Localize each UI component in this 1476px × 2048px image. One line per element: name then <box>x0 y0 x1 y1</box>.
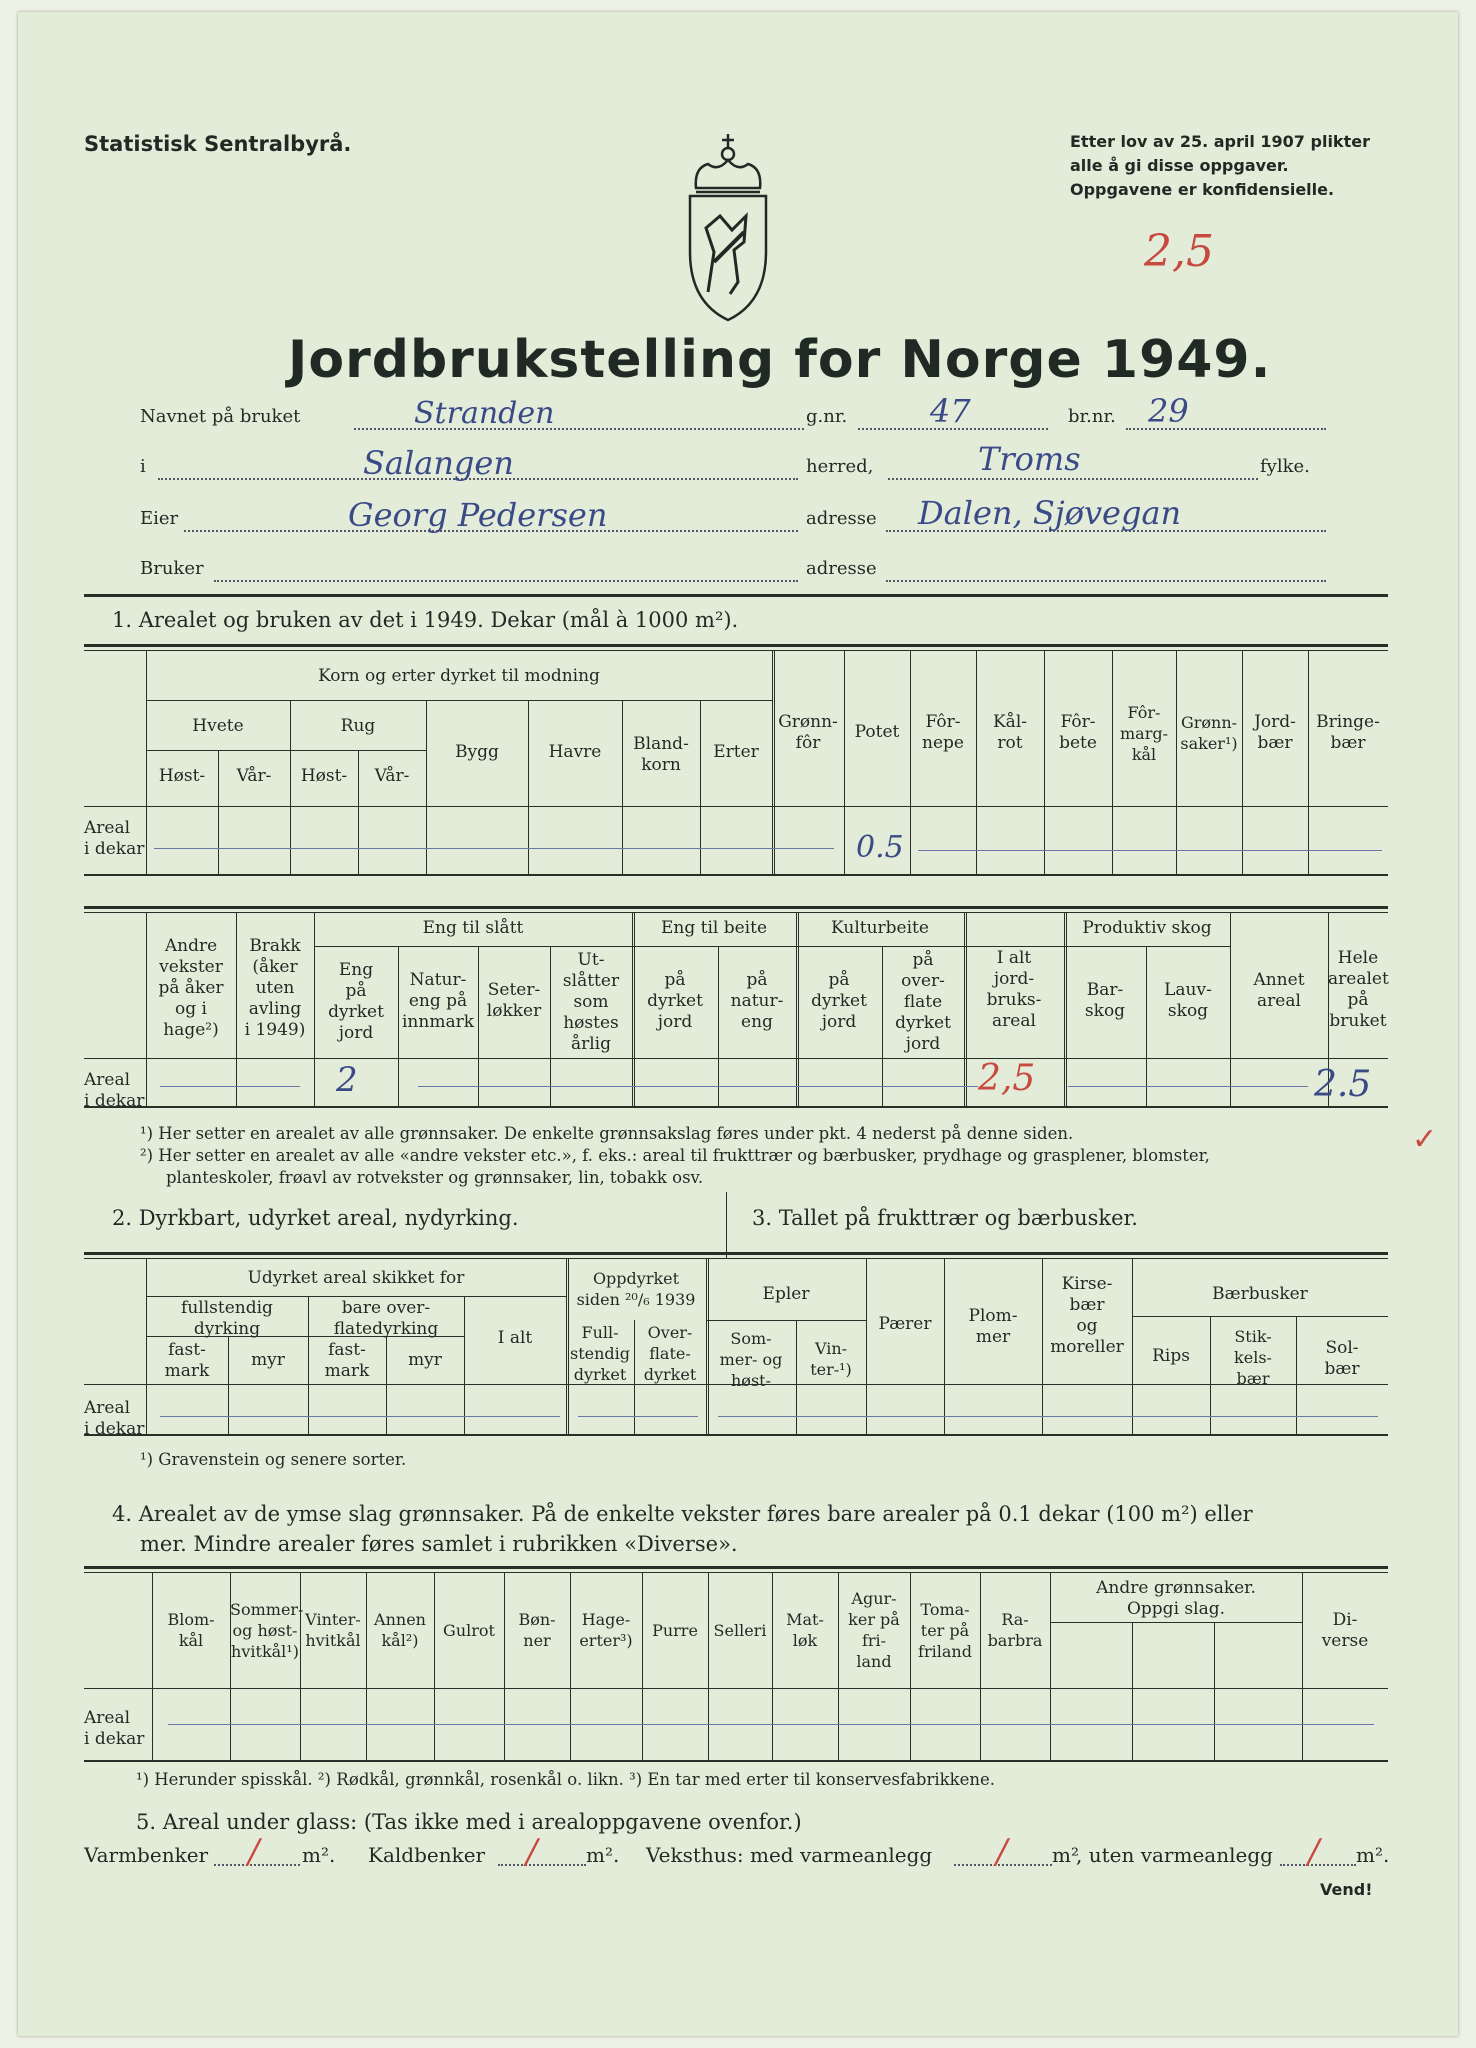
kaldbenker-value: / <box>526 1832 538 1872</box>
in-label: i <box>140 456 146 477</box>
hvete-host: Høst- <box>158 766 206 786</box>
row-label-d: Areal i dekar <box>84 1708 145 1749</box>
full-header: Full- stendig dyrket <box>569 1323 630 1384</box>
eng-dyrket-value: 2 <box>336 1060 358 1100</box>
blandkorn-header: Bland- korn <box>633 734 689 775</box>
vegetable-col-header: Bøn- ner <box>518 1610 556 1650</box>
fastmark-2-header: fast- mark <box>324 1340 370 1381</box>
eng-slatt-header: Eng til slått <box>422 918 524 938</box>
andre-vekster-header: Andre vekster på åker og i hage²) <box>158 936 224 1040</box>
bygg-header: Bygg <box>455 742 499 762</box>
hele-arealet-header: Hele arealet på bruket <box>1328 948 1389 1031</box>
utslatter-header: Ut- slåtter som høstes årlig <box>562 950 620 1054</box>
andre-gronnsaker-header: Andre grønnsaker. Oppgi slag. <box>1096 1578 1256 1619</box>
korn-header: Korn og erter dyrket til modning <box>318 666 600 686</box>
vegetable-col-header: Blom- kål <box>167 1610 215 1650</box>
plommer-header: Plom- mer <box>968 1306 1018 1347</box>
formargkal-header: Fôr- marg- kål <box>1119 703 1168 764</box>
vegetable-col-header: Toma- ter på friland <box>918 1599 972 1661</box>
vegetable-col-header: Hage- erter³) <box>579 1610 633 1650</box>
udyrket-header: Udyrket areal skikket for <box>247 1268 465 1288</box>
kb-overflate-header: på over- flate dyrket jord <box>895 950 951 1054</box>
fylke-label: fylke. <box>1260 456 1310 477</box>
vend-label: Vend! <box>1320 1880 1373 1899</box>
baerbusker-header: Bærbusker <box>1212 1284 1308 1304</box>
veksthus-label: Veksthus: med varmeanlegg <box>646 1843 933 1867</box>
kb-dyrket-header: på dyrket jord <box>811 970 867 1032</box>
erter-header: Erter <box>713 742 759 762</box>
havre-header: Havre <box>548 742 602 762</box>
rips-header: Rips <box>1152 1346 1190 1366</box>
hvete-header: Hvete <box>192 716 244 736</box>
section4-heading-1: 4. Arealet av de ymse slag grønnsaker. På de enkelte vekster føres bare arealer på 0.1 dekar (100 m²) eller <box>112 1502 1253 1526</box>
gnr-value: 47 <box>930 392 971 430</box>
vegetable-col-header: Agur- ker på fri- land <box>848 1589 900 1671</box>
user-address-label: adresse <box>806 558 877 579</box>
i-alt-value: 2,5 <box>978 1058 1036 1099</box>
check-mark-icon: ✓ <box>1412 1122 1438 1157</box>
legal-notice: Etter lov av 25. april 1907 plikter alle å gi disse oppgaver. Oppgavene er konfidensielle. <box>1070 132 1370 199</box>
row-label-a: Areal i dekar <box>84 818 145 859</box>
kirsebaer-header: Kirse- bær og moreller <box>1050 1274 1124 1357</box>
municipality: Salangen <box>363 444 514 482</box>
kaldbenker-label: Kaldbenker <box>368 1843 486 1867</box>
section2-heading: 2. Dyrkbart, udyrket areal, nydyrking. <box>112 1206 519 1230</box>
varmbenker-unit: m². <box>302 1843 336 1867</box>
fastmark-1-header: fast- mark <box>164 1340 210 1381</box>
barskog-header: Bar- skog <box>1084 980 1126 1021</box>
brakk-header: Brakk (åker uten avling i 1949) <box>244 936 306 1040</box>
uten-label: , uten varmeanlegg <box>1076 1843 1273 1867</box>
jordbaer-header: Jord- bær <box>1254 712 1296 753</box>
varmbenker-label: Varmbenker <box>84 1843 209 1867</box>
stikkelsbaer-header: Stik- kels- bær <box>1234 1327 1272 1388</box>
uten-unit: m². <box>1356 1843 1390 1867</box>
owner-address: Dalen, Sjøvegan <box>918 494 1182 532</box>
natureng-header: Natur- eng på innmark <box>401 970 475 1032</box>
vegetable-col-header: Sommer- og høst- hvitkål¹) <box>230 1599 304 1661</box>
potet-header: Potet <box>854 722 900 742</box>
vinter-header: Vin- ter-¹) <box>810 1339 852 1379</box>
veksthus-unit: m² <box>1052 1843 1079 1867</box>
section4-footnote: ¹) Herunder spisskål. ²) Rødkål, grønnkål, rosenkål o. likn. ³) En tar med erter til konservesfabrikkene. <box>136 1770 996 1789</box>
diverse-header: Di- verse <box>1321 1610 1369 1651</box>
form-title: Jordbrukstelling for Norge 1949. <box>288 330 1272 390</box>
county: Troms <box>978 440 1081 478</box>
myr-2-header: myr <box>408 1350 442 1370</box>
annet-areal-header: Annet areal <box>1253 970 1305 1011</box>
vegetable-col-header: Selleri <box>713 1620 767 1640</box>
gnr-label: g.nr. <box>806 406 848 427</box>
census-form <box>18 12 1458 2036</box>
sommer-header: Som- mer- og høst- <box>719 1329 783 1390</box>
section4-heading-2: mer. Mindre arealer føres samlet i rubrikken «Diverse». <box>140 1532 738 1556</box>
vegetable-col-header: Mat- løk <box>786 1610 824 1650</box>
row-label-b: Areal i dekar <box>84 1070 145 1111</box>
brnr-value: 29 <box>1148 392 1189 430</box>
seterlokker-header: Seter- løkker <box>486 980 542 1021</box>
user-label: Bruker <box>140 558 204 579</box>
lauvskog-header: Lauv- skog <box>1164 980 1212 1021</box>
beite-natur-header: på natur- eng <box>730 970 784 1032</box>
kalrot-header: Kål- rot <box>992 712 1028 753</box>
i-alt-header: I alt jord- bruks- areal <box>986 948 1042 1031</box>
vegetable-col-header: Gulrot <box>443 1620 495 1640</box>
fornepe-header: Fôr- nepe <box>922 712 964 753</box>
veksthus-value: / <box>996 1832 1008 1872</box>
section5-heading: 5. Areal under glass: (Tas ikke med i arealoppgavene ovenfor.) <box>136 1810 802 1834</box>
owner-address-label: adresse <box>806 508 877 529</box>
bare-over-header: bare over- flatedyrking <box>333 1298 439 1339</box>
herred-label: herred, <box>806 456 874 477</box>
rug-var: Vår- <box>374 766 410 786</box>
agency-name: Statistisk Sentralbyrå. <box>84 132 352 156</box>
udyrket-i-alt-header: I alt <box>497 1328 533 1348</box>
vegetable-col-header: Annen kål²) <box>374 1610 426 1650</box>
vegetable-col-header: Vinter- hvitkål <box>305 1610 361 1650</box>
farm-name: Stranden <box>414 396 555 431</box>
total-mark: 2,5 <box>1144 226 1214 277</box>
over-header: Over- flate- dyrket <box>643 1323 697 1384</box>
brnr-label: br.nr. <box>1068 406 1116 427</box>
eng-beite-header: Eng til beite <box>660 918 768 938</box>
vegetable-col-header: Purre <box>652 1620 698 1640</box>
hvete-var: Vår- <box>236 766 272 786</box>
kaldbenker-unit: m². <box>586 1843 620 1867</box>
footnote-1: ¹) Her setter en arealet av alle grønnsaker. De enkelte grønnsakslag føres under pkt. 4 nederst på denne siden. <box>140 1124 1074 1143</box>
gronnsaker-header: Grønn- saker¹) <box>1180 713 1238 753</box>
eng-dyrket-header: Eng på dyrket jord <box>328 960 384 1043</box>
section3-heading: 3. Tallet på frukttrær og bærbusker. <box>752 1206 1138 1230</box>
kulturbeite-header: Kulturbeite <box>831 918 929 938</box>
vegetable-col-header: Ra- barbra <box>987 1610 1043 1650</box>
section3-footnote: ¹) Gravenstein og senere sorter. <box>140 1450 407 1469</box>
oppdyrket-header: Oppdyrket siden ²⁰/₆ 1939 <box>576 1269 696 1309</box>
footnote-2: ²) Her setter en arealet av alle «andre vekster etc.», f. eks.: areal til frukttrær og bærbusker, prydhage og grasplener, blomster, <box>140 1146 1210 1165</box>
potet-value: 0.5 <box>856 830 904 865</box>
footnote-2-cont: planteskoler, frøavl av rotvekster og grønnsaker, lin, tobakk osv. <box>166 1168 704 1187</box>
farm-name-label: Navnet på bruket <box>140 406 301 427</box>
coat-of-arms-icon <box>674 132 782 332</box>
row-label-c: Areal i dekar <box>84 1398 145 1439</box>
bringebaer-header: Bringe- bær <box>1316 712 1380 753</box>
produktiv-skog-header: Produktiv skog <box>1082 918 1212 938</box>
fullstendig-header: fullstendig dyrking <box>181 1298 273 1339</box>
owner-label: Eier <box>140 508 179 529</box>
owner-name: Georg Pedersen <box>348 496 608 534</box>
paerer-header: Pærer <box>878 1314 932 1334</box>
varmbenker-value: / <box>248 1832 260 1872</box>
hele-arealet-value: 2.5 <box>1314 1064 1372 1105</box>
uten-value: / <box>1308 1832 1320 1872</box>
forbete-header: Fôr- bete <box>1059 712 1097 753</box>
myr-1-header: myr <box>251 1350 285 1370</box>
section1-heading: 1. Arealet og bruken av det i 1949. Dekar (mål à 1000 m²). <box>112 608 739 632</box>
solbaer-header: Sol- bær <box>1324 1338 1360 1379</box>
epler-header: Epler <box>762 1284 810 1304</box>
beite-dyrket-header: på dyrket jord <box>647 970 703 1032</box>
rug-host: Høst- <box>300 766 348 786</box>
rug-header: Rug <box>340 716 376 736</box>
gronnfor-header: Grønn- fôr <box>778 712 838 753</box>
